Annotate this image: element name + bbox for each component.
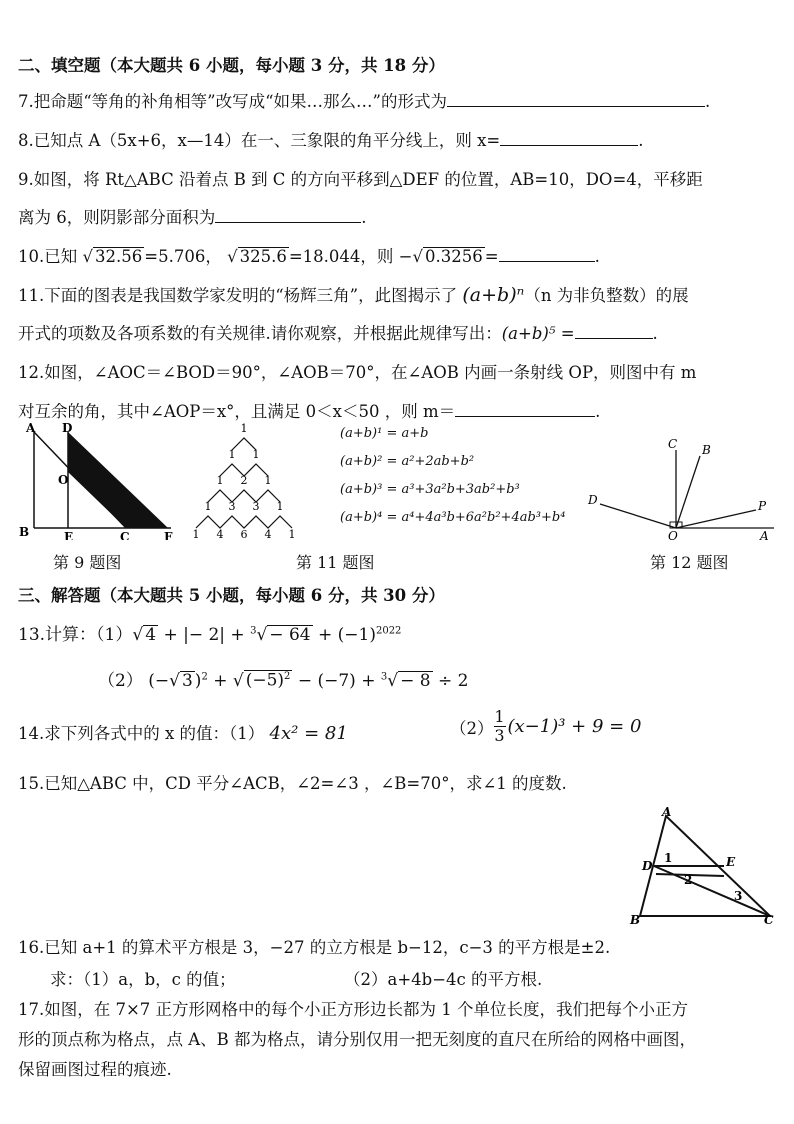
q13-e2e: (−5) (245, 671, 285, 691)
q14-num: 1 (494, 707, 505, 726)
fig9-label-d: D (62, 421, 73, 435)
q14-part2 (450, 708, 641, 745)
fig15-label-3: 3 (734, 889, 743, 903)
fig12-label-p: P (758, 499, 767, 513)
q11-expr5: (a+b)⁵ = (501, 324, 575, 343)
fig15-label-a: A (662, 806, 672, 819)
fig11-caption: 第 11 题图 (296, 553, 375, 572)
yh-r3-c3: 1 (276, 500, 284, 513)
q13-e2i: − 8 (400, 671, 431, 691)
question-13-part1 (18, 620, 401, 645)
formula-2: (a+b)² = a²+2ab+b² (340, 454, 475, 469)
question-13-part2 (98, 666, 468, 691)
radical-sign: √ (169, 671, 180, 691)
q9-line1: 9.如图，将 Rt△ABC 沿着点 B 到 C 的方向平移到△DEF 的位置，AB=10，DO=4，平移距 (18, 170, 703, 189)
q10-radicand-3: 0.3256 (425, 247, 483, 266)
q10-answer-blank[interactable] (499, 260, 595, 262)
question-14 (18, 720, 348, 744)
fig9-label-a: A (26, 421, 36, 435)
fig12-label-a: A (760, 529, 769, 540)
fig9-label-f: F (164, 530, 173, 540)
fig11-formulas (340, 420, 565, 532)
q8-end: . (638, 131, 644, 150)
minus-sign: −√ (398, 247, 423, 266)
q13-e1exp: 2022 (375, 625, 402, 637)
q14-den: 3 (494, 726, 505, 745)
fig9-label-o: O (58, 473, 69, 487)
yh-r1-c1: 1 (252, 448, 260, 461)
q10-value-1: =5.706， (144, 247, 222, 266)
fig12-label-c: C (668, 437, 678, 451)
q10-prefix: 10.已知 (18, 247, 78, 266)
q10-radicand-1: 32.56 (95, 247, 143, 266)
radical-sign: √ (82, 247, 94, 266)
q13-e2j: ÷ 2 (437, 671, 469, 691)
formula-4: (a+b)⁴ = a⁴+4a³b+6a²b²+4ab³+b⁴ (340, 510, 566, 525)
q13-e2a: (− (148, 671, 170, 691)
question-11-line1 (18, 282, 689, 306)
yh-r2-c1: 2 (240, 474, 248, 487)
yh-r2-c2: 1 (264, 474, 272, 487)
q16-line2b: （2）a+4b−4c 的平方根. (344, 970, 543, 989)
q9-line2: 离为 6，则阴影部分面积为 (18, 208, 216, 227)
q7-text: 7.把命题“等角的补角相等”改写成“如果…那么…”的形式为 (18, 92, 447, 111)
fig9-caption: 第 9 题图 (53, 553, 122, 572)
yh-r3-c2: 3 (252, 500, 260, 513)
yh-r4-c2: 6 (240, 528, 248, 541)
q10-radicand-2: 325.6 (239, 247, 287, 266)
formula-1: (a+b)¹ = a+b (340, 426, 429, 441)
q13-e1d: − 64 (269, 625, 311, 645)
question-11-line2 (18, 320, 658, 344)
q13-e2c: ) (194, 671, 202, 691)
figure-9 (16, 420, 186, 540)
radical-sign: √ (227, 247, 238, 266)
radical-sign: √ (387, 671, 399, 691)
q14-p2: （2） (450, 718, 494, 738)
yh-r1-c0: 1 (228, 448, 236, 461)
section-2-title: 二、填空题（本大题共 6 小题，每小题 3 分，共 18 分） (18, 56, 445, 75)
q17-line3: 保留画图过程的痕迹. (18, 1060, 172, 1079)
q16-line2a: 求：（1）a，b，c 的值； (50, 970, 236, 989)
fig9-label-b: B (19, 525, 30, 539)
q7-end: . (704, 92, 711, 111)
q13-p1: （1） (96, 625, 133, 645)
q13-radical-e2e (244, 670, 293, 690)
fig9-label-e: E (64, 530, 74, 540)
section-3-title: 三、解答题（本大题共 5 小题，每小题 6 分，共 30 分） (18, 586, 445, 605)
q11-line1b: （n 为非负整数）的展 (524, 286, 689, 305)
q13-e1e: + (−1) (317, 625, 376, 645)
yh-r4-c0: 1 (192, 528, 200, 541)
fig15-label-2: 2 (684, 873, 693, 887)
question-7 (18, 88, 710, 112)
q9-answer-blank[interactable] (215, 221, 361, 223)
q13-e2h: 3 (380, 671, 388, 683)
q12-answer-blank[interactable] (455, 415, 595, 417)
q14-text: 14.求下列各式中的 x 的值：（1） (18, 724, 265, 743)
q8-text: 8.已知点 A（5x+6，x—14）在一、三象限的角平分线上，则 x= (18, 131, 501, 150)
radical-sign: √ (132, 625, 144, 645)
formula-3: (a+b)³ = a³+3a²b+3ab²+b³ (340, 482, 520, 497)
q13-e2exp: 2 (201, 671, 208, 683)
q10-eq: = (484, 247, 499, 266)
q13-e2d: + (213, 671, 228, 691)
fig15-label-1: 1 (664, 851, 673, 865)
q14-e2: (x−1)³ + 9 = 0 (507, 716, 642, 737)
q12-line2: 对互余的角，其中∠AOP＝x°，且满足 0＜x＜50 ，则 m＝ (18, 402, 456, 421)
q12-end: . (595, 402, 601, 421)
fig12-label-d: D (588, 493, 598, 507)
q8-answer-blank[interactable] (500, 144, 638, 146)
yh-r3-c0: 1 (204, 500, 212, 513)
q11-end: . (652, 324, 658, 343)
yh-r4-c4: 1 (288, 528, 296, 541)
q7-answer-blank[interactable] (447, 105, 705, 107)
question-10 (18, 243, 600, 267)
question-9-line2 (18, 204, 367, 228)
q11-line1a: 11.下面的图表是我国数学家发明的“杨辉三角”，此图揭示了 (18, 286, 458, 305)
q13-e2g: − (−7) + (297, 671, 376, 691)
figure-12 (584, 430, 784, 540)
q14-fraction (494, 708, 506, 745)
q14-e1: 4x² = 81 (269, 723, 348, 744)
fig15-label-e: E (726, 855, 736, 869)
yh-r2-c0: 1 (216, 474, 224, 487)
fig15-label-c: C (764, 913, 774, 926)
q11-line2: 开式的项数及各项系数的有关规律.请你观察，并根据此规律写出： (18, 324, 502, 343)
q16-line1: 16.已知 a+1 的算术平方根是 3，−27 的立方根是 b−12，c−3 的平方根是±2. (18, 938, 611, 957)
figure-15 (628, 806, 778, 926)
yh-r4-c1: 4 (216, 528, 224, 541)
q13-e1c: 3 (250, 625, 257, 637)
fig15-label-d: D (642, 859, 653, 873)
q15-text: 15.已知△ABC 中，CD 平分∠ACB，∠2=∠3 ，∠B=70°，求∠1 的度数. (18, 774, 567, 793)
radical-sign: √ (232, 671, 244, 691)
q9-end: . (361, 208, 367, 227)
question-8 (18, 127, 643, 151)
fig9-label-c: C (120, 530, 130, 540)
fig12-label-o: O (668, 529, 678, 540)
q13-p2: （2） (98, 671, 143, 691)
q10-end: . (594, 247, 600, 266)
figure-11-triangle (192, 418, 327, 543)
fig15-label-b: B (630, 913, 641, 926)
q10-value-2: =18.044，则 (288, 247, 394, 266)
fig12-caption: 第 12 题图 (650, 553, 729, 572)
yh-r0-c0: 1 (240, 422, 248, 435)
q17-line1: 17.如图，在 7×7 正方形网格中的每个小正方形边长都为 1 个单位长度，我们把每个小正方 (18, 1000, 689, 1019)
q13-e1a: 4 (145, 625, 157, 645)
q13-e1b: + |− 2| + (163, 625, 245, 645)
fig12-label-b: B (702, 443, 711, 457)
q17-line2: 形的顶点称为格点，点 A、B 都为格点，请分别仅用一把无刻度的直尺在所给的网格中画图， (18, 1030, 697, 1049)
yh-r3-c1: 3 (228, 500, 236, 513)
q13-label: 13.计算： (18, 625, 97, 645)
radical-sign: √ (256, 625, 268, 645)
yh-r4-c3: 4 (264, 528, 272, 541)
q12-line1: 12.如图，∠AOC＝∠BOD＝90°，∠AOB＝70°，在∠AOB 内画一条射线 OP，则图中有 m (18, 363, 697, 382)
q13-e2b: 3 (181, 671, 193, 691)
q11-answer-blank[interactable] (575, 337, 653, 339)
q13-e2f: 2 (284, 671, 291, 683)
q11-expr: (a+b)ⁿ (462, 284, 525, 306)
